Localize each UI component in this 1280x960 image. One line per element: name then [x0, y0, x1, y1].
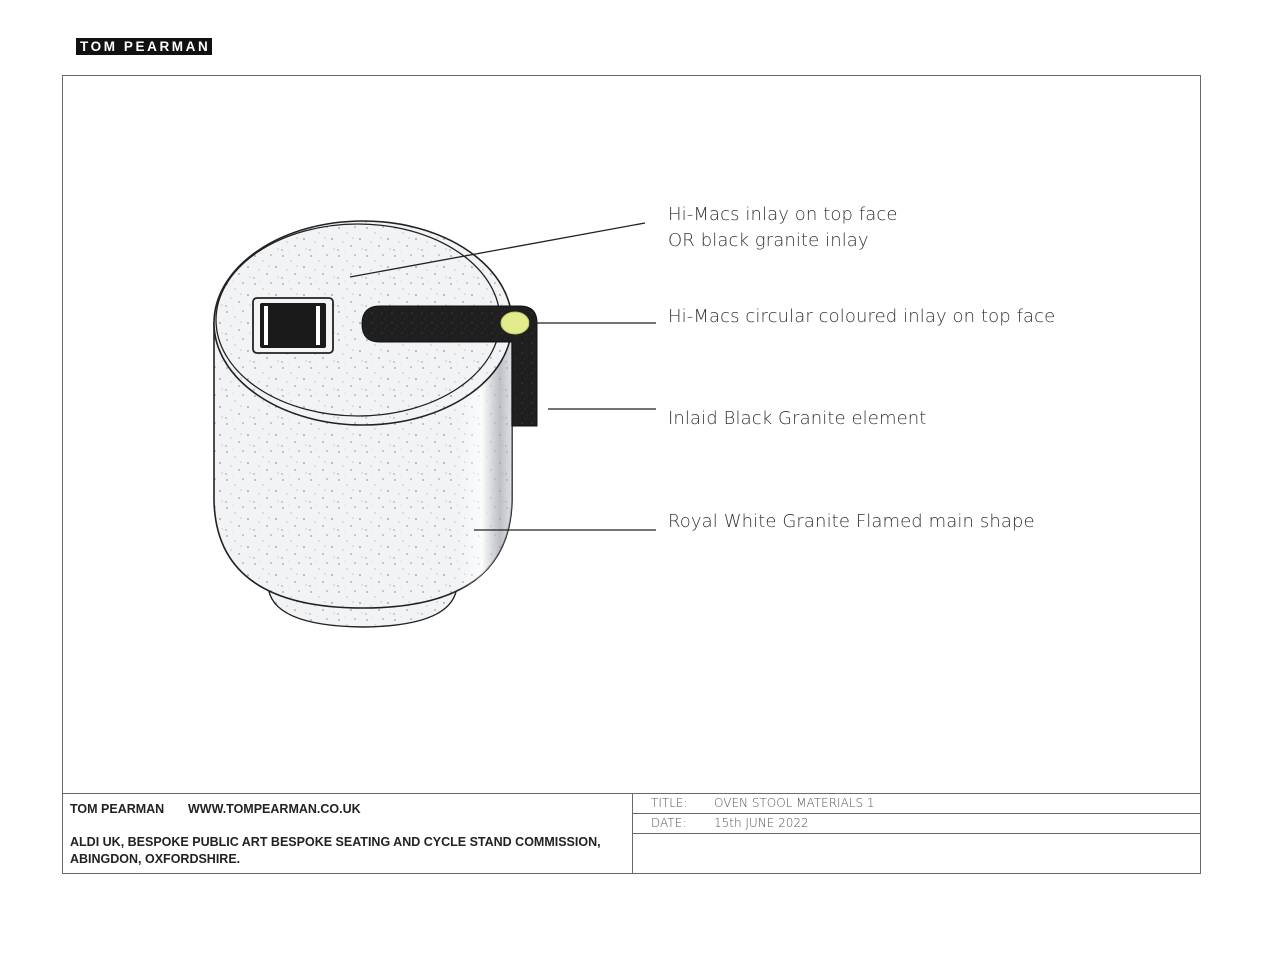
designer-name: TOM PEARMAN [70, 802, 165, 816]
callout-black-granite [668, 406, 926, 432]
description-line: ABINGDON, OXFORDSHIRE. [70, 852, 241, 866]
callout-line: Hi-Macs inlay on top face [668, 204, 898, 225]
coloured-inlay-dot [501, 312, 529, 334]
description-line: ALDI UK, BESPOKE PUBLIC ART BESPOKE SEATING AND CYCLE STAND COMMISSION, [70, 835, 601, 849]
date-label: DATE: [651, 816, 687, 830]
title-value: OVEN STOOL MATERIALS 1 [714, 796, 875, 810]
callout-main-shape [668, 509, 1035, 535]
title-block-left [62, 793, 632, 874]
callout-inlay-dot [668, 304, 1055, 330]
callout-line: Inlaid Black Granite element [668, 408, 927, 429]
callout-top-face [668, 202, 898, 254]
date-value: 15th JUNE 2022 [714, 816, 809, 830]
callout-line: Hi-Macs circular coloured inlay on top face [668, 306, 1056, 327]
callout-line: Royal White Granite Flamed main shape [668, 511, 1035, 532]
callout-line: OR black granite inlay [668, 230, 869, 251]
brand-logo: TOM PEARMAN [76, 38, 212, 55]
website-link[interactable]: WWW.TOMPEARMAN.CO.UK [188, 802, 361, 816]
project-description [70, 834, 601, 868]
title-row [633, 794, 1201, 814]
date-row [633, 814, 1201, 834]
title-label: TITLE: [651, 796, 688, 810]
title-block-right [632, 793, 1201, 874]
